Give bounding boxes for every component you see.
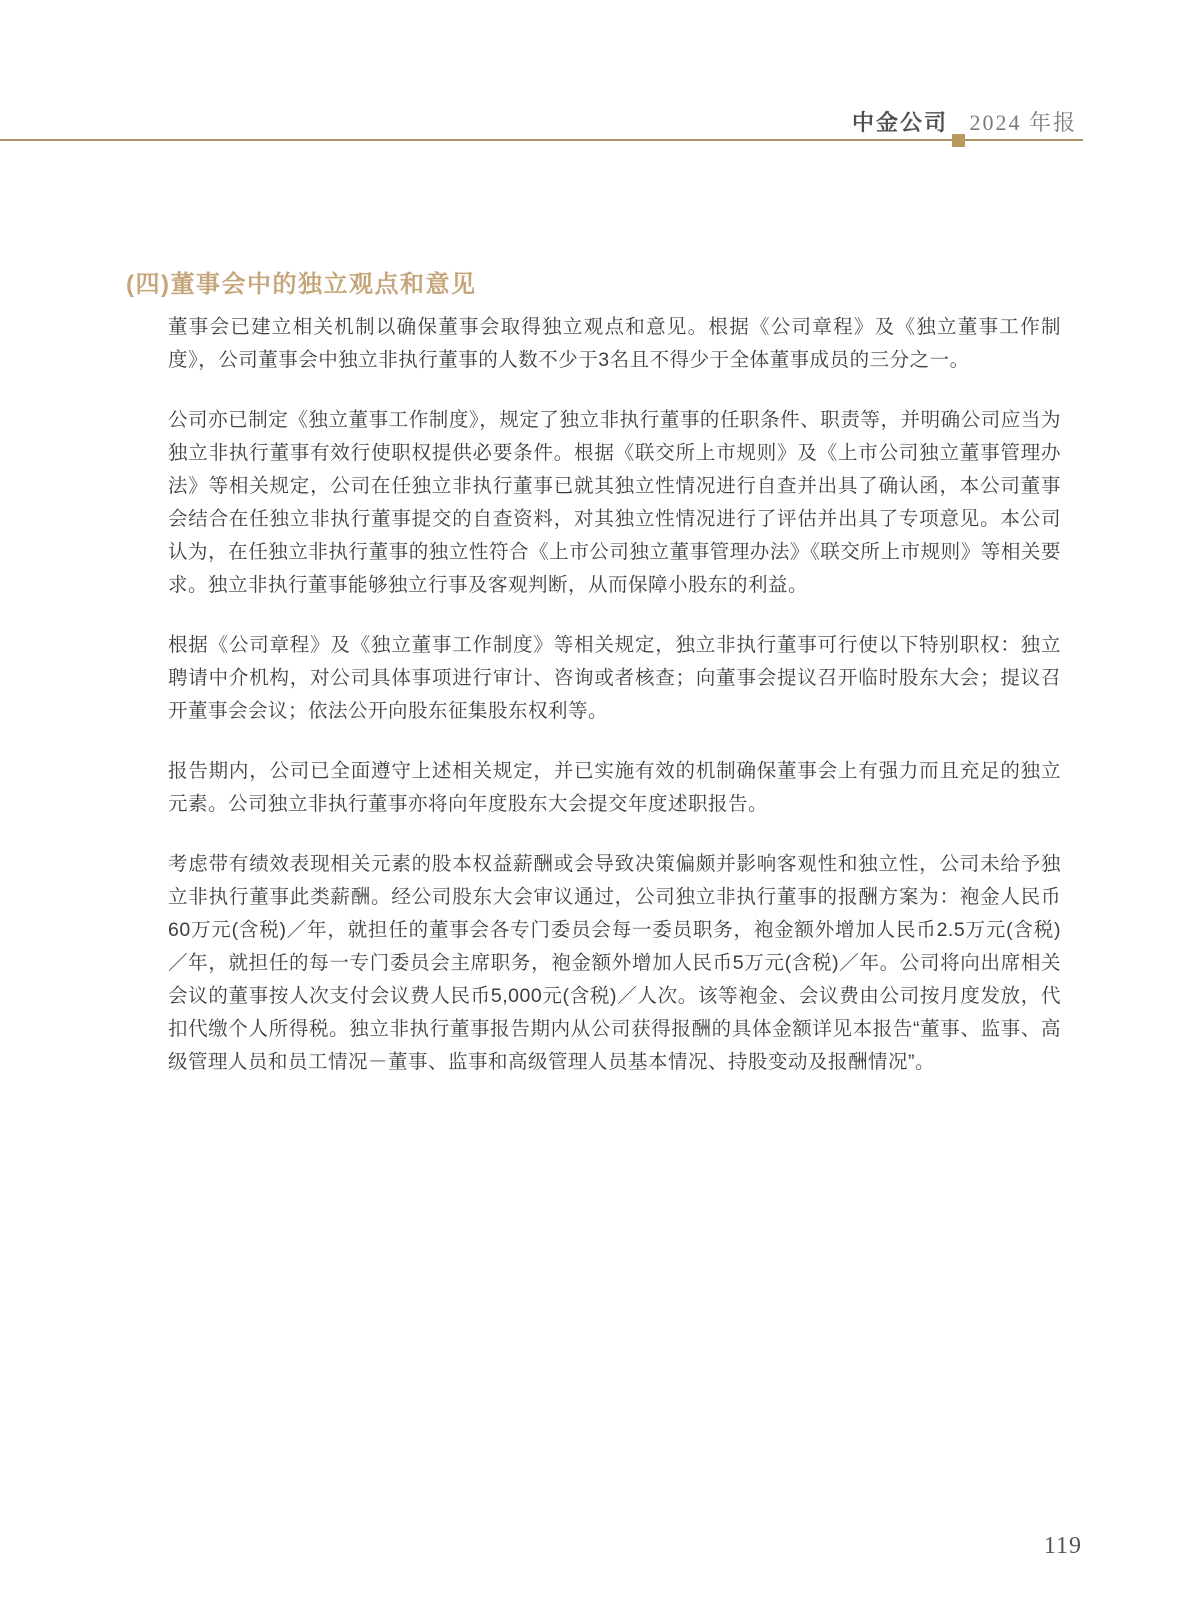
- paragraph-work-system: 公司亦已制定《独立董事工作制度》，规定了独立非执行董事的任职条件、职责等，并明确公司应当为独立非执行董事有效行使职权提供必要条件。根据《联交所上市规则》及《上市公司独立董事管理办法》等相关规定，公司在任独立非执行董事已就其独立性情况进行自查并出具了确认函，本公司董事会结合在任独立非执行董事提交的自查资料，对其独立性情况进行了评估并出具了专项意见。本公司认为，在任独立非执行董事的独立性符合《上市公司独立董事管理办法》《联交所上市规则》等相关要求。独立非执行董事能够独立行事及客观判断，从而保障小股东的利益。: [168, 409, 1061, 596]
- paragraph-independence-mechanism: 董事会已建立相关机制以确保董事会取得独立观点和意见。根据《公司章程》及《独立董事工作制度》，公司董事会中独立非执行董事的人数不少于3名且不得少于全体董事成员的三分之一。: [168, 316, 1061, 371]
- section-heading: (四)董事会中的独立观点和意见: [126, 271, 477, 298]
- header-report-title: 2024 年报: [969, 110, 1077, 135]
- page-number: 119: [1043, 1533, 1082, 1559]
- page-header: [852, 106, 1077, 137]
- header-company-name: 中金公司: [851, 110, 948, 135]
- paragraph-special-powers: 根据《公司章程》及《独立董事工作制度》等相关规定，独立非执行董事可行使以下特别职权：独立聘请中介机构，对公司具体事项进行审计、咨询或者核查；向董事会提议召开临时股东大会；提议召开董事会会议；依法公开向股东征集股东权利等。: [168, 634, 1061, 722]
- paragraph-reporting-period: 报告期内，公司已全面遵守上述相关规定，并已实施有效的机制确保董事会上有强力而且充足的独立元素。公司独立非执行董事亦将向年度股东大会提交年度述职报告。: [168, 760, 1061, 815]
- header-divider-rule: [0, 139, 1083, 141]
- paragraph-remuneration: 考虑带有绩效表现相关元素的股本权益薪酬或会导致决策偏颇并影响客观性和独立性，公司未给予独立非执行董事此类薪酬。经公司股东大会审议通过，公司独立非执行董事的报酬方案为：袍金人民币60万元(含税)／年，就担任的董事会各专门委员会每一委员职务，袍金额外增加人民币2.5万元(含税)／年，就担任的每一专门委员会主席职务，袍金额外增加人民币5万元(含税)／年。公司将向出席相关会议的董事按人次支付会议费人民币5,000元(含税)／人次。该等袍金、会议费由公司按月度发放，代扣代缴个人所得税。独立非执行董事报告期内从公司获得报酬的具体金额详见本报告“董事、监事、高级管理人员和员工情况－董事、监事和高级管理人员基本情况、持股变动及报酬情况”。: [168, 853, 1061, 1073]
- body-content: [168, 311, 1061, 1079]
- header-square-ornament: [952, 134, 965, 147]
